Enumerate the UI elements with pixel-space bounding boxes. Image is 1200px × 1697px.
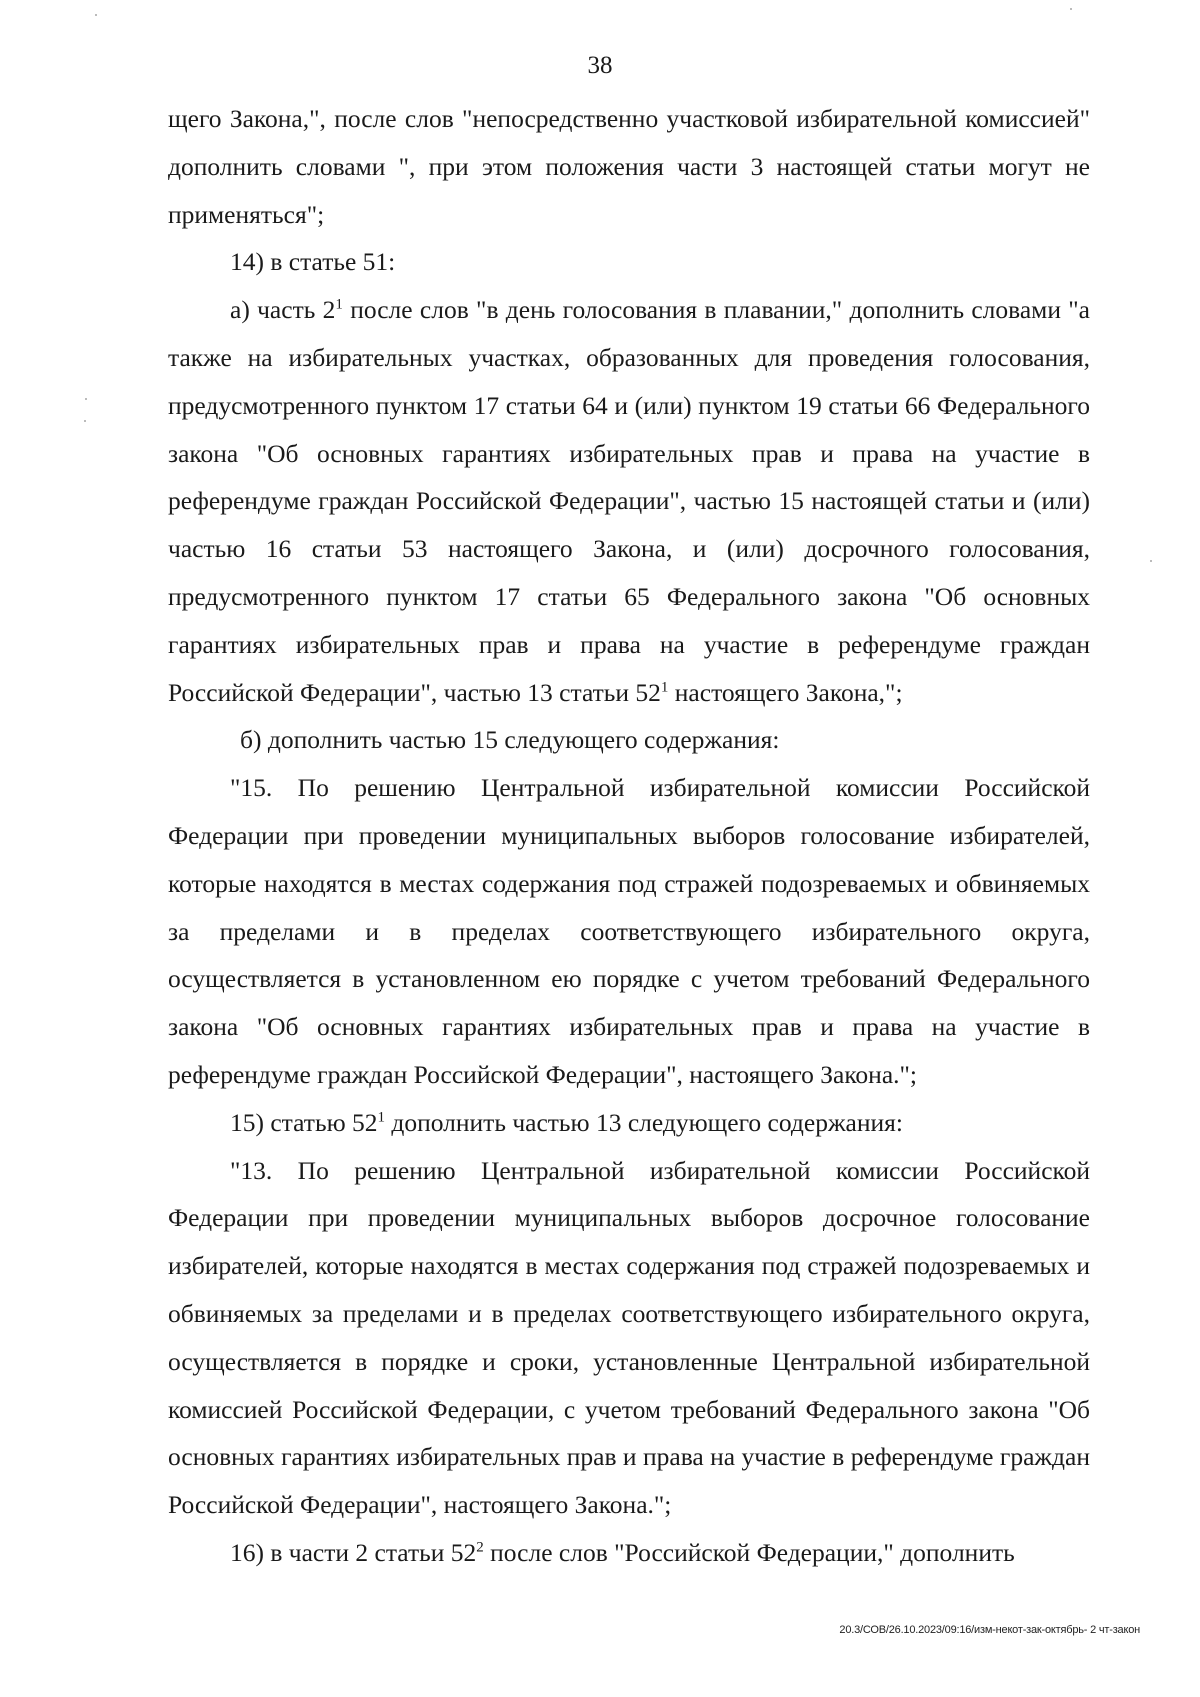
- paragraph-item-15: [168, 1099, 1090, 1147]
- text-fragment: после слов "в день голосования в плавании," дополнить словами "а также на избирательных участках, образованных для проведения голосования, предусмотренного пунктом 17 статьи 64 и (или) пунктом 19 статьи 66 Федерального закона "Об основных гарантиях избирательных прав и права на участие в референдуме граждан Российской Федерации", частью 15 настоящей статьи и (или) частью 16 статьи 53 настоящего Закона, и (или) досрочного голосования, предусмотренного пунктом 17 статьи 65 Федерального закона "Об основных гарантиях избирательных прав и права на участие в референдуме граждан Российской Федерации", частью 13 статьи 52: [168, 295, 1090, 707]
- superscript: 2: [476, 1539, 484, 1556]
- page-number: 38: [587, 52, 613, 79]
- scan-speck: [85, 398, 87, 400]
- superscript: 1: [660, 679, 669, 696]
- paragraph-quote-15: "15. По решению Центральной избирательной комиссии Российской Федерации при проведении муниципальных выборов голосование избирателей, которые находятся в местах содержания под стражей подозреваемых и обвиняемых за пределами и в пределах соответствующего избирательного округа, осуществляется в установленном ею порядке с учетом требований Федерального закона "Об основных гарантиях избирательных прав и права на участие в референдуме граждан Российской Федерации", настоящего Закона.";: [168, 773, 1090, 1089]
- superscript: 1: [377, 1109, 385, 1126]
- text-fragment: настоящего Закона,";: [668, 677, 903, 707]
- document-footer-code: 20.3/СОВ/26.10.2023/09:16/изм-некот-зак-октябрь- 2 чт-закон: [839, 1624, 1140, 1636]
- superscript: 1: [335, 296, 343, 313]
- paragraph-continuation: щего Закона,", после слов "непосредственно участковой избирательной комиссией" дополнить словами ", при этом положения части 3 настоящей статьи могут не применяться";: [168, 104, 1090, 229]
- paragraph-quote-13: "13. По решению Центральной избирательной комиссии Российской Федерации при проведении муниципальных выборов досрочное голосование избирателей, которые находятся в местах содержания под стражей подозреваемых и обвиняемых за пределами и в пределах соответствующего избирательного округа, осуществляется в порядке и сроки, установленные Центральной избирательной комиссией Российской Федерации, с учетом требований Федерального закона "Об основных гарантиях избирательных прав и права на участие в референдуме граждан Российской Федерации", настоящего Закона.";: [168, 1155, 1090, 1520]
- scan-speck: [95, 14, 97, 16]
- text-fragment: после слов "Российской Федерации," дополнить: [483, 1537, 1015, 1567]
- text-fragment: 16) в части 2 статьи 52: [230, 1537, 477, 1567]
- scan-speck: [84, 420, 86, 422]
- paragraph-item-14: 14) в статье 51:: [230, 247, 396, 277]
- text-fragment: 15) статью 52: [230, 1107, 378, 1137]
- paragraph-subitem-a: [168, 286, 1090, 716]
- document-body: [168, 95, 1090, 1577]
- paragraph-subitem-b: б) дополнить частью 15 следующего содержания:: [240, 725, 780, 755]
- scan-speck: [1150, 560, 1152, 562]
- text-fragment: а) часть 2: [230, 295, 336, 325]
- scan-speck: [1070, 8, 1072, 10]
- text-fragment: дополнить частью 13 следующего содержания:: [385, 1107, 903, 1137]
- paragraph-item-16: [168, 1529, 1090, 1577]
